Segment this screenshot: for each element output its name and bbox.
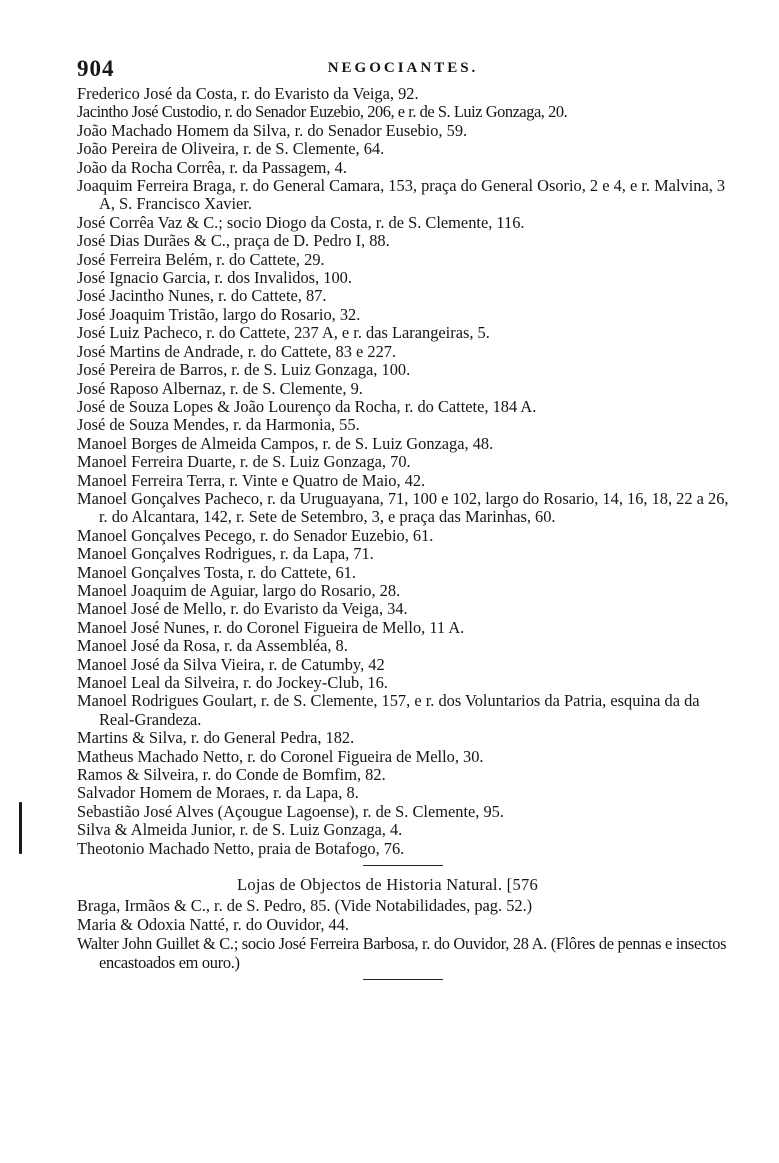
list-item: Manoel José da Rosa, r. da Assembléa, 8. xyxy=(77,636,348,656)
list-item: Manoel Joaquim de Aguiar, largo do Rosario, 28. xyxy=(77,580,401,600)
list-item: José Pereira de Barros, r. de S. Luiz Gonzaga, 100. xyxy=(77,360,411,380)
list-item: Manoel José Nunes, r. do Coronel Figueira de Mello, 11 A. xyxy=(77,617,465,637)
list-item: Sebastião José Alves (Açougue Lagoense), r. de S. Clemente, 95. xyxy=(77,801,504,821)
list-item: João da Rocha Corrêa, r. da Passagem, 4. xyxy=(77,157,347,177)
list-item: José de Souza Mendes, r. da Harmonia, 55. xyxy=(77,415,360,435)
list-item: José Martins de Andrade, r. do Cattete, 83 e 227. xyxy=(77,341,397,361)
section-divider xyxy=(363,865,443,866)
list-item: José Jacintho Nunes, r. do Cattete, 87. xyxy=(77,286,327,306)
merchant-list xyxy=(77,85,729,858)
list-item: Manoel José da Silva Vieira, r. de Catumby, 42 xyxy=(77,654,385,674)
list-item: Manoel Gonçalves Rodrigues, r. da Lapa, 71. xyxy=(77,544,374,564)
list-item: Maria & Odoxia Natté, r. do Ouvidor, 44. xyxy=(77,915,350,935)
page-header xyxy=(77,56,729,84)
section-divider xyxy=(363,979,443,980)
list-item: José de Souza Lopes & João Lourenço da Rocha, r. do Cattete, 184 A. xyxy=(77,396,537,416)
list-item: Manoel Gonçalves Pacheco, r. da Uruguayana, 71, 100 e 102, largo do Rosario, 14, 16, 18, 22 a 26, r. do Alcantara, 142, r. Sete de Setembro, 3, e praça das Marinhas, 60. xyxy=(77,488,729,527)
list-item: Martins & Silva, r. do General Pedra, 182. xyxy=(77,728,355,748)
list-item: Salvador Homem de Moraes, r. da Lapa, 8. xyxy=(77,783,359,803)
list-item: Silva & Almeida Junior, r. de S. Luiz Gonzaga, 4. xyxy=(77,820,403,840)
page-number: 904 xyxy=(77,56,115,81)
list-item: José Dias Durães & C., praça de D. Pedro I, 88. xyxy=(77,231,390,251)
list-item: Walter John Guillet & C.; socio José Ferreira Barbosa, r. do Ouvidor, 28 A. (Flôres de pennas e insectos encastoados em ouro.) xyxy=(77,934,727,973)
list-item: Manoel Rodrigues Goulart, r. de S. Clemente, 157, e r. dos Voluntarios da Patria, esquina da da Real-Grandeza. xyxy=(77,691,700,729)
list-item: João Machado Homem da Silva, r. do Senador Eusebio, 59. xyxy=(77,120,468,140)
list-item: José Ferreira Belém, r. do Cattete, 29. xyxy=(77,249,325,269)
list-item: Manoel Ferreira Terra, r. Vinte e Quatro de Maio, 42. xyxy=(77,470,426,490)
running-title: NEGOCIANTES. xyxy=(327,60,479,76)
list-item: João Pereira de Oliveira, r. de S. Clemente, 64. xyxy=(77,139,385,159)
list-item: Frederico José da Costa, r. do Evaristo da Veiga, 92. xyxy=(77,84,419,103)
list-item: Manoel Ferreira Duarte, r. de S. Luiz Gonzaga, 70. xyxy=(77,452,411,472)
list-item: Ramos & Silveira, r. do Conde de Bomfim, 82. xyxy=(77,765,386,785)
list-item: Manoel Leal da Silveira, r. do Jockey-Club, 16. xyxy=(77,673,388,692)
list-item: Manoel Gonçalves Pecego, r. do Senador Euzebio, 61. xyxy=(77,525,434,545)
margin-mark xyxy=(19,802,22,854)
list-item: Jacintho José Custodio, r. do Senador Euzebio, 206, e r. de S. Luiz Gonzaga, 20. xyxy=(77,102,568,122)
list-item: Manoel Borges de Almeida Campos, r. de S. Luiz Gonzaga, 48. xyxy=(77,433,494,453)
list-item: Joaquim Ferreira Braga, r. do General Camara, 153, praça do General Osorio, 2 e 4, e r. Malvina, 3 A, S. Francisco Xavier. xyxy=(77,176,726,214)
list-item: Manoel Gonçalves Tosta, r. do Cattete, 61. xyxy=(77,562,356,582)
list-item: Braga, Irmãos & C., r. de S. Pedro, 85. (Vide Notabilidades, pag. 52.) xyxy=(77,896,533,916)
section-heading: Lojas de Objectos de Historia Natural. [576 xyxy=(237,875,539,895)
natural-history-shops-list xyxy=(77,896,729,972)
list-item: José Joaquim Tristão, largo do Rosario, 32. xyxy=(77,304,361,324)
list-item: Matheus Machado Netto, r. do Coronel Figueira de Mello, 30. xyxy=(77,746,484,766)
list-item: José Luiz Pacheco, r. do Cattete, 237 A, e r. das Larangeiras, 5. xyxy=(77,323,490,343)
list-item: José Raposo Albernaz, r. de S. Clemente, 9. xyxy=(77,378,363,398)
list-item: Theotonio Machado Netto, praia de Botafogo, 76. xyxy=(77,838,405,858)
list-item: José Corrêa Vaz & C.; socio Diogo da Costa, r. de S. Clemente, 116. xyxy=(77,212,525,232)
list-item: José Ignacio Garcia, r. dos Invalidos, 100. xyxy=(77,268,352,288)
list-item: Manoel José de Mello, r. do Evaristo da Veiga, 34. xyxy=(77,599,408,619)
